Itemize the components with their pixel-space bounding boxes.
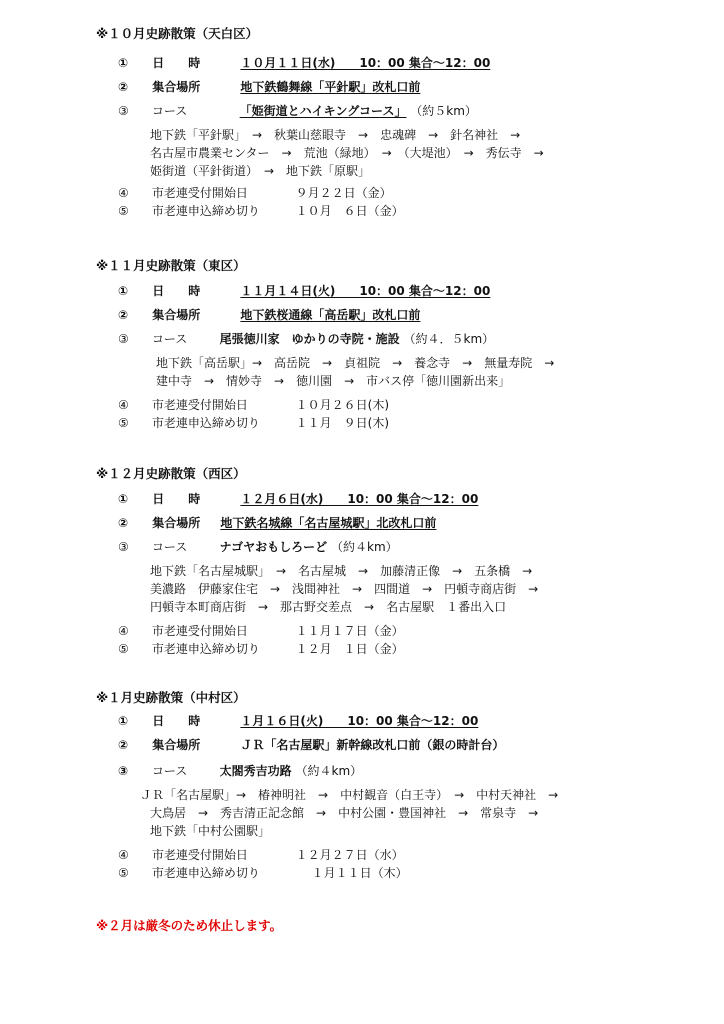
- course-label: コース: [151, 332, 188, 346]
- january-course-row: [118, 764, 362, 778]
- deadline-label: 市老連申込締め切り: [151, 866, 260, 880]
- item-number: ③: [118, 332, 129, 346]
- item-number: ⑤: [118, 204, 129, 218]
- deadline-label: 市老連申込締め切り: [151, 642, 260, 656]
- date-label: 日 時: [152, 492, 201, 506]
- deadline-value: １０月 ６日（金）: [295, 204, 404, 218]
- item-number: ④: [118, 848, 129, 862]
- deadline-label: 市老連申込締め切り: [151, 204, 260, 218]
- item-number: ①: [118, 714, 129, 728]
- meeting-place-value: 地下鉄桜通線「高岳駅」改札口前: [240, 308, 421, 322]
- december-deadline-row: [118, 642, 404, 656]
- course-name: 太閤秀吉功路: [219, 764, 292, 778]
- reception-start-value: １０月２６日(木): [295, 398, 390, 412]
- route-line: 円頓寺本町商店街 → 那古野交差点 → 名古屋駅 １番出入口: [150, 600, 507, 614]
- item-number: ⑤: [118, 642, 129, 656]
- date-value: １２月６日(水) 10：00 集合～12：00: [240, 492, 479, 506]
- december-date-row: [118, 492, 478, 506]
- february-suspension-notice: ※２月は厳冬のため休止します。: [96, 918, 283, 933]
- course-distance: （約４km）: [295, 764, 363, 778]
- item-number: ④: [118, 624, 129, 638]
- january-date-row: [118, 714, 478, 728]
- course-distance: （約４km）: [331, 540, 398, 554]
- item-number: ①: [118, 284, 129, 298]
- item-number: ⑤: [118, 416, 129, 430]
- date-value: １１月１４日(火) 10：00 集合～12：00: [240, 284, 491, 298]
- meeting-place-label: 集合場所: [152, 80, 201, 94]
- reception-start-label: 市老連受付開始日: [151, 186, 248, 200]
- meeting-place-label: 集合場所: [152, 516, 201, 530]
- item-number: ①: [118, 492, 129, 506]
- reception-start-value: ９月２２日（金）: [295, 186, 392, 200]
- meeting-place-label: 集合場所: [152, 738, 201, 752]
- route-line: 地下鉄「高岳駅」→ 高岳院 → 貞祖院 → 養念寺 → 無量寿院 →: [156, 356, 555, 370]
- section-title-december: ※１２月史跡散策（西区）: [96, 466, 246, 481]
- route-line: 名古屋市農業センター → 荒池（緑地） → （大堤池） → 秀伝寺 →: [150, 146, 544, 160]
- item-number: ③: [118, 104, 129, 118]
- deadline-value: １１月 ９日(木): [295, 416, 390, 430]
- november-reception-row: [118, 398, 389, 412]
- course-distance: （約５km）: [410, 104, 477, 118]
- december-meeting-row: [118, 516, 436, 530]
- route-line: 地下鉄「平針駅」 → 秋葉山慈眼寺 → 忠魂碑 → 針名神社 →: [150, 128, 521, 142]
- item-number: ②: [118, 738, 129, 752]
- january-reception-row: [118, 848, 404, 862]
- item-number: ③: [118, 764, 129, 778]
- course-label: コース: [151, 104, 188, 118]
- december-reception-row: [118, 624, 404, 638]
- reception-start-label: 市老連受付開始日: [151, 398, 248, 412]
- reception-start-label: 市老連受付開始日: [151, 848, 248, 862]
- course-name: 「姫街道とハイキングコース」: [239, 104, 407, 118]
- route-line: 大鳥居 → 秀吉清正記念館 → 中村公園・豊国神社 → 常泉寺 →: [150, 806, 539, 820]
- date-label: 日 時: [152, 714, 201, 728]
- october-course-row: [118, 104, 477, 118]
- november-course-row: [118, 332, 494, 346]
- item-number: ①: [118, 56, 129, 70]
- meeting-place-value: 地下鉄鶴舞線「平針駅」改札口前: [240, 80, 421, 94]
- route-line: 姫街道（平針街道） → 地下鉄「原駅」: [150, 164, 371, 178]
- item-number: ⑤: [118, 866, 129, 880]
- deadline-value: １月１１日（木）: [311, 866, 408, 880]
- date-label: 日 時: [152, 284, 201, 298]
- january-deadline-row: [118, 866, 408, 880]
- item-number: ③: [118, 540, 129, 554]
- january-meeting-row: [118, 738, 504, 752]
- item-number: ④: [118, 186, 129, 200]
- course-name: ナゴヤおもしろーど: [219, 540, 328, 554]
- october-date-row: [118, 56, 490, 70]
- item-number: ②: [118, 308, 129, 322]
- route-line: 地下鉄「名古屋城駅」 → 名古屋城 → 加藤清正像 → 五条橋 →: [150, 564, 533, 578]
- date-label: 日 時: [152, 56, 201, 70]
- reception-start-value: １２月２７日（水）: [295, 848, 404, 862]
- course-label: コース: [151, 764, 188, 778]
- deadline-label: 市老連申込締め切り: [151, 416, 260, 430]
- date-value: １０月１１日(水) 10：00 集合～12：00: [240, 56, 491, 70]
- october-reception-row: [118, 186, 392, 200]
- december-course-row: [118, 540, 398, 554]
- item-number: ④: [118, 398, 129, 412]
- reception-start-label: 市老連受付開始日: [151, 624, 248, 638]
- november-deadline-row: [118, 416, 389, 430]
- october-deadline-row: [118, 204, 404, 218]
- route-line: ＪＲ「名古屋駅」→ 椿神明社 → 中村観音（白王寺） → 中村天神社 →: [140, 788, 559, 802]
- meeting-place-label: 集合場所: [152, 308, 201, 322]
- date-value: １月１６日(火) 10：00 集合～12：00: [240, 714, 479, 728]
- meeting-place-value: ＪＲ「名古屋駅」新幹線改札口前（銀の時計台）: [240, 738, 505, 752]
- course-distance: （約４．５km）: [403, 332, 495, 346]
- route-line: 美濃路 伊藤家住宅 → 浅間神社 → 四間道 → 円頓寺商店街 →: [150, 582, 539, 596]
- november-date-row: [118, 284, 490, 298]
- course-name: 尾張徳川家 ゆかりの寺院・施設: [219, 332, 400, 346]
- october-meeting-row: [118, 80, 420, 94]
- section-title-january: ※１月史跡散策（中村区）: [96, 690, 246, 705]
- route-line: 地下鉄「中村公園駅」: [150, 824, 271, 838]
- meeting-place-value: 地下鉄名城線「名古屋城駅」北改札口前: [220, 516, 437, 530]
- november-meeting-row: [118, 308, 420, 322]
- section-title-october: ※１０月史跡散策（天白区）: [96, 26, 259, 41]
- item-number: ②: [118, 80, 129, 94]
- item-number: ②: [118, 516, 129, 530]
- reception-start-value: １１月１７日（金）: [295, 624, 404, 638]
- section-title-november: ※１１月史跡散策（東区）: [96, 258, 246, 273]
- route-line: 建中寺 → 情妙寺 → 徳川園 → 市バス停「徳川園新出来」: [156, 374, 511, 388]
- deadline-value: １２月 １日（金）: [295, 642, 404, 656]
- course-label: コース: [151, 540, 188, 554]
